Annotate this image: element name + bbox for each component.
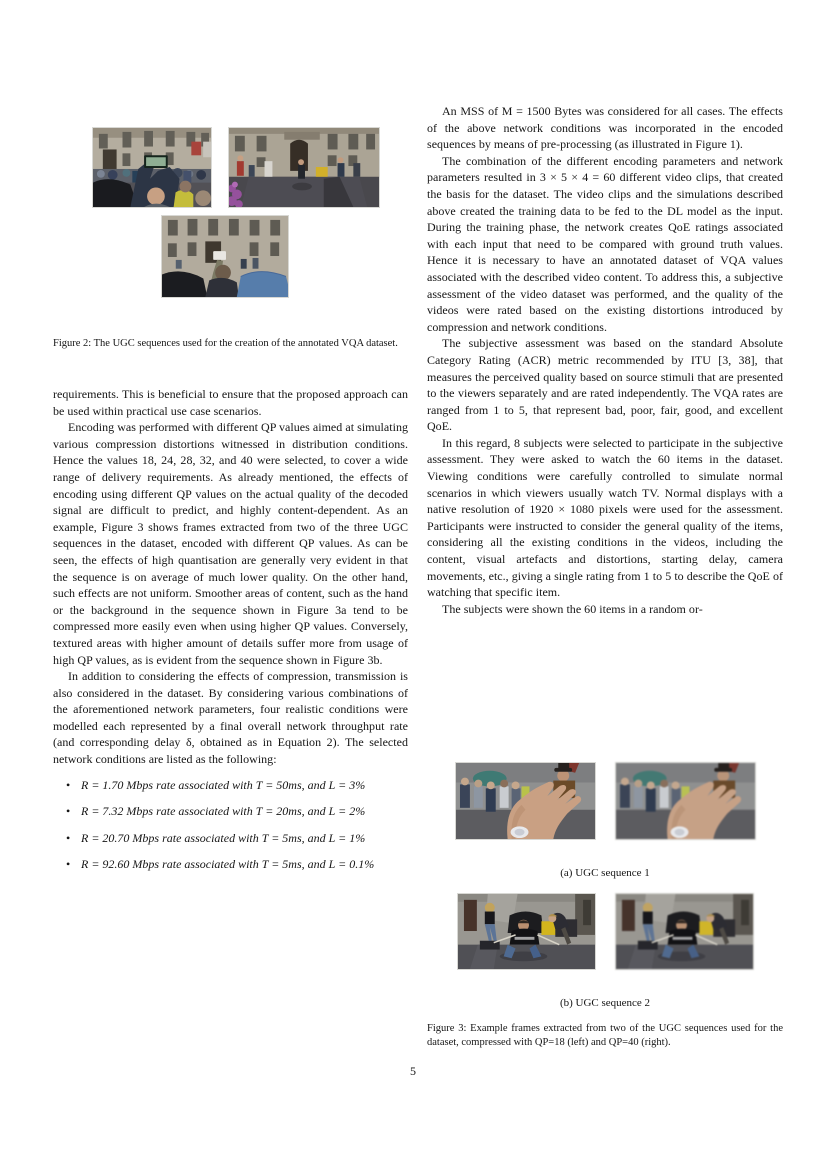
paragraph-acr: The subjective assessment was based on the standard Absolute Category Rating (ACR) metric recommended by ITU [3, 38], that measures the perceived quality based on source stimuli that are presented to the viewers separately and are rated independently. The VQA rates are ranged from 1 to 5, that represent bad, poor, fair, good, and excellent QoE. xyxy=(427,336,783,434)
left-column xyxy=(53,386,408,883)
figure3b-photo-qp40 xyxy=(615,893,754,970)
street-scene-photo xyxy=(229,128,379,207)
list-item-rate-1: • R = 1.70 Mbps rate associated with T = 50ms, and L = 3% xyxy=(53,777,408,794)
figure2-photo-crowd-filming xyxy=(92,127,212,208)
figure3b-caption: (b) UGC sequence 2 xyxy=(559,997,651,1009)
figure3a-photo-qp18 xyxy=(455,762,596,840)
hand-scene-photo xyxy=(616,763,755,839)
figure3b-photo-qp18 xyxy=(457,893,596,970)
list-item-rate-2: • R = 7.32 Mbps rate associated with T = 20ms, and L = 2% xyxy=(53,803,408,820)
paragraph-combination: The combination of the different encoding parameters and network parameters resulted in 3 × 5 × 4 = 60 different video clips, that created the basis for the dataset. The video clips and the simulations described above created the training data to be fed to the DL model as the input. During the training phase, the network creates QoE ratings associated with each input that need to be compared with ground truth values. Hence it is necessary to have an annotated dataset of VQA values associated with the described video content. To address this, a subjective assessment of the video dataset was performed, and the quality of the videos were rated based on the existing distortions introduced by compression and network conditions. xyxy=(427,153,783,334)
list-item-rate-3: • R = 20.70 Mbps rate associated with T = 5ms, and L = 1% xyxy=(53,830,408,847)
hand-scene-photo xyxy=(456,763,595,839)
paragraph-requirements: requirements. This is beneficial to ensure that the proposed approach can be used within practical use case scenarios. xyxy=(53,387,408,418)
page-number: 5 xyxy=(410,1064,416,1078)
figure2-photo-performer xyxy=(228,127,380,208)
right-column xyxy=(427,103,783,617)
paragraph-encoding: Encoding was performed with different QP values aimed at simulating various compression distortions witnessed in distribution conditions. Hence the values 18, 24, 28, 32, and 40 were selected, to cover a wide range of delivery requirements. As already mentioned, the effects of encoding using different QP values on the actual quality of the decoded signal are difficult to predict, and highly content-dependent. As an example, Figure 3 shows frames extracted from two of the three UGC sequences in the dataset, encoded with different QP values. As can be seen, the effects of high quantisation are generally very evident in that the sequence is on average of much lower quality. On the other hand, such effects are not uniform. Smoother areas of content, such as the hand or the background in the sequence shown in Figure 3a tend to be compressed more easily even when using higher QP values. Conversely, textured areas with higher amount of details suffer more from usage of high QP values, as is evident from the sequence shown in Figure 3b. xyxy=(53,420,408,667)
network-conditions-list xyxy=(53,777,408,873)
figure2-photo-umbrellas xyxy=(161,215,289,298)
drummer-scene-photo xyxy=(616,894,753,969)
figure3b-row xyxy=(427,893,783,970)
street-scene-photo xyxy=(93,128,211,207)
paragraph-transmission: In addition to considering the effects of compression, transmission is also considered in the dataset. By considering various combinations of the aforementioned network parameters, four realistic conditions were modelled each represented by a final overall network throughput rate (and corresponding delay δ, obtained as in Equation 2). The selected network conditions are listed as the following: xyxy=(53,669,408,767)
figure3 xyxy=(427,762,783,1050)
paragraph-subjects: In this regard, 8 subjects were selected to participate in the subjective assessment. They were asked to watch the 60 items in the dataset. Viewing conditions were carefully controlled to simulate normal scenarios in which viewers usually watch TV. Normal displays with a native resolution of 1920 × 1080 pixels were used for the assessment. Participants were instructed to consider the general quality of the items, considering all the existing conditions in the videos, including the content, visual artefacts and distortions, starting delay, camera movements, etc., giving a single rating from 1 to 5 to describe the QoE of watching that specific item. xyxy=(427,435,783,600)
figure3a-photo-qp40 xyxy=(615,762,756,840)
list-item-rate-4: • R = 92.60 Mbps rate associated with T = 5ms, and L = 0.1% xyxy=(53,856,408,873)
figure2 xyxy=(53,127,408,298)
paragraph-mss: An MSS of M = 1500 Bytes was considered for all cases. The effects of the above network conditions was incorporated in the encoded sequences by means of pre-processing (as illustrated in Figure 1). xyxy=(427,104,783,152)
street-scene-photo xyxy=(162,216,288,297)
paragraph-random-order: The subjects were shown the 60 items in a random or- xyxy=(442,601,703,616)
figure2-caption: Figure 2: The UGC sequences used for the creation of the annotated VQA dataset. xyxy=(53,338,398,349)
figure3-caption: Figure 3: Example frames extracted from two of the UGC sequences used for the dataset, compressed with QP=18 (left) and QP=40 (right). xyxy=(427,1023,783,1048)
drummer-scene-photo xyxy=(458,894,595,969)
figure3a-row xyxy=(427,762,783,840)
figure3a-caption: (a) UGC sequence 1 xyxy=(560,867,650,879)
